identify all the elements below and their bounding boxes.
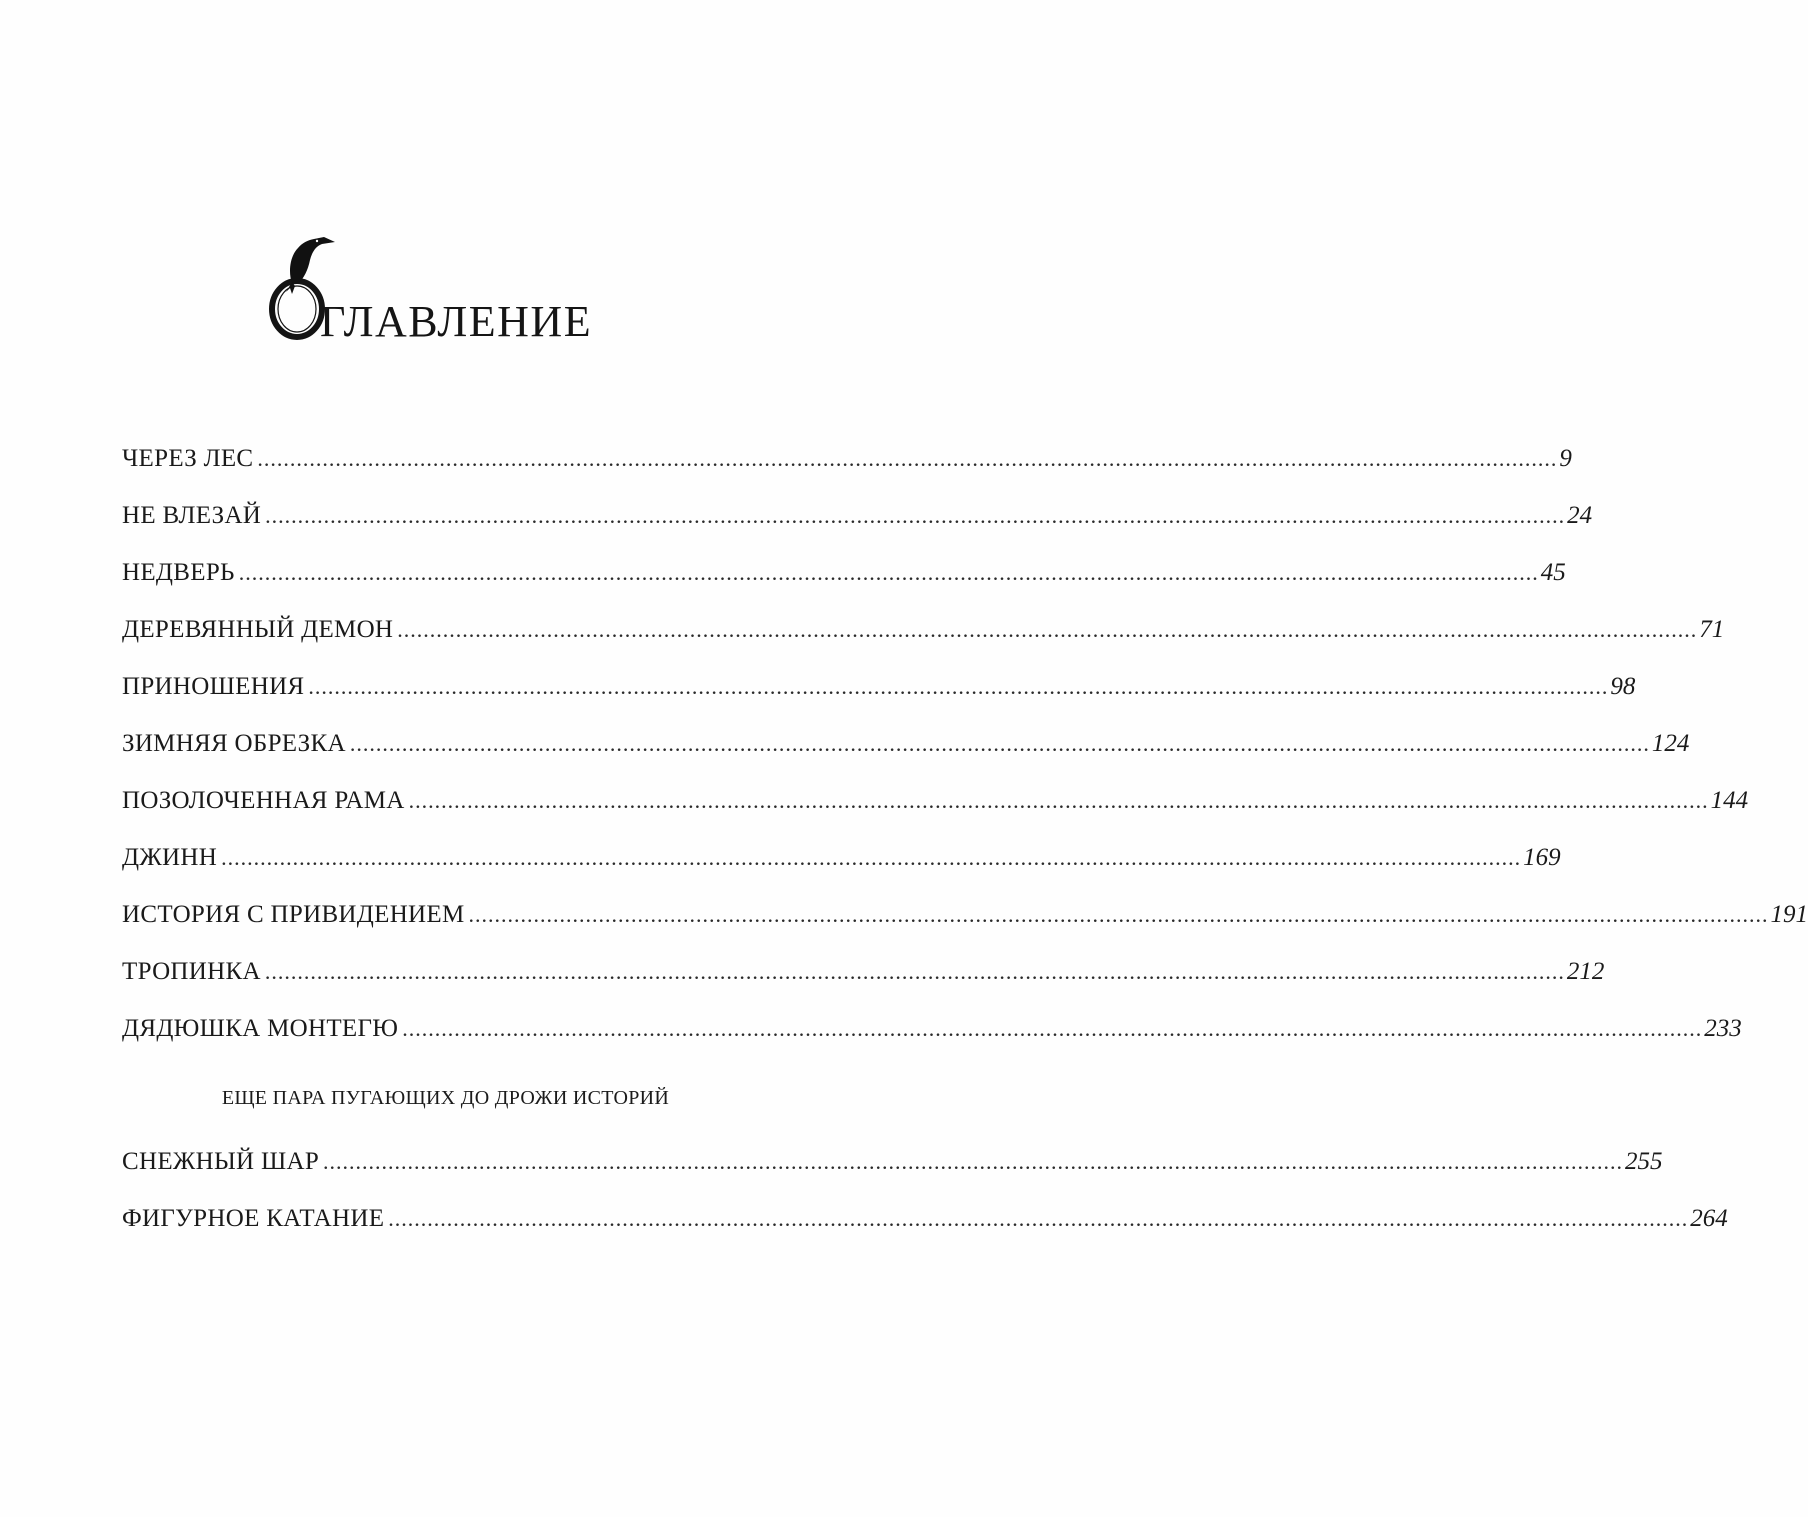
entry-title: ИСТОРИЯ С ПРИВИДЕНИЕМ xyxy=(122,901,465,928)
entry-title: ФИГУРНОЕ КАТАНИЕ xyxy=(122,1205,385,1232)
title-text: ГЛАВЛЕНИЕ xyxy=(320,297,593,346)
toc-entry xyxy=(122,787,1749,844)
leader-dots: ........................................................................................................................................................................................................ xyxy=(468,902,1769,927)
leader-dots: ........................................................................................................................................................................................................ xyxy=(265,503,1566,528)
entry-title: ДЯДЮШКА МОНТЕГЮ xyxy=(122,1015,399,1042)
entry-title: НЕДВЕРЬ xyxy=(122,559,235,586)
entry-page: 191 xyxy=(1770,901,1808,928)
entry-title: НЕ ВЛЕЗАЙ xyxy=(122,502,262,529)
entry-title: ДЖИНН xyxy=(122,844,218,871)
entry-page: 144 xyxy=(1710,787,1749,814)
entry-page: 71 xyxy=(1699,616,1725,643)
toc-entry xyxy=(122,673,1636,730)
entry-page: 169 xyxy=(1523,844,1561,871)
toc-entry xyxy=(122,559,1566,616)
toc-entry xyxy=(122,502,1593,559)
entry-page: 24 xyxy=(1567,502,1593,529)
toc-entry xyxy=(122,1148,1663,1205)
leader-dots: ........................................................................................................................................................................................................ xyxy=(238,560,1539,585)
leader-dots: ........................................................................................................................................................................................................ xyxy=(323,1149,1624,1174)
entry-title: ДЕРЕВЯННЫЙ ДЕМОН xyxy=(122,616,394,643)
leader-dots: ........................................................................................................................................................................................................ xyxy=(349,731,1650,756)
toc-entry xyxy=(122,1015,1742,1072)
entry-page: 233 xyxy=(1704,1015,1742,1042)
entry-page: 264 xyxy=(1690,1205,1728,1232)
toc-entry xyxy=(122,901,1808,958)
toc-entry xyxy=(122,844,1561,901)
leader-dots: ........................................................................................................................................................................................................ xyxy=(257,446,1558,471)
entry-page: 212 xyxy=(1566,958,1605,985)
entry-page: 45 xyxy=(1540,559,1566,586)
toc-entry xyxy=(122,958,1605,1015)
leader-dots: ........................................................................................................................................................................................................ xyxy=(388,1206,1689,1231)
entry-page: 255 xyxy=(1625,1148,1663,1175)
entry-title: СНЕЖНЫЙ ШАР xyxy=(122,1148,320,1175)
entry-title: ПРИНОШЕНИЯ xyxy=(122,673,305,700)
leader-dots: ........................................................................................................................................................................................................ xyxy=(408,788,1709,813)
leader-dots: ........................................................................................................................................................................................................ xyxy=(221,845,1522,870)
entry-title: ЗИМНЯЯ ОБРЕЗКА xyxy=(122,730,346,757)
toc-entry xyxy=(122,730,1690,787)
page-title xyxy=(262,226,622,346)
leader-dots: ........................................................................................................................................................................................................ xyxy=(264,959,1565,984)
entry-page: 9 xyxy=(1559,445,1572,472)
leader-dots: ........................................................................................................................................................................................................ xyxy=(402,1016,1703,1041)
entry-title: ЧЕРЕЗ ЛЕС xyxy=(122,445,254,472)
section-heading: ЕЩЕ ПАРА ПУГАЮЩИХ ДО ДРОЖИ ИСТОРИЙ xyxy=(221,1087,670,1109)
toc-entry xyxy=(122,616,1725,673)
entry-title: ТРОПИНКА xyxy=(122,958,261,985)
leader-dots: ........................................................................................................................................................................................................ xyxy=(397,617,1698,642)
entry-page: 98 xyxy=(1610,673,1636,700)
toc-entry xyxy=(122,445,1572,502)
table-of-contents xyxy=(122,445,1808,1262)
toc-entry xyxy=(122,1205,1728,1262)
leader-dots: ........................................................................................................................................................................................................ xyxy=(308,674,1609,699)
entry-title: ПОЗОЛОЧЕННАЯ РАМА xyxy=(122,787,405,814)
entry-page: 124 xyxy=(1651,730,1690,757)
